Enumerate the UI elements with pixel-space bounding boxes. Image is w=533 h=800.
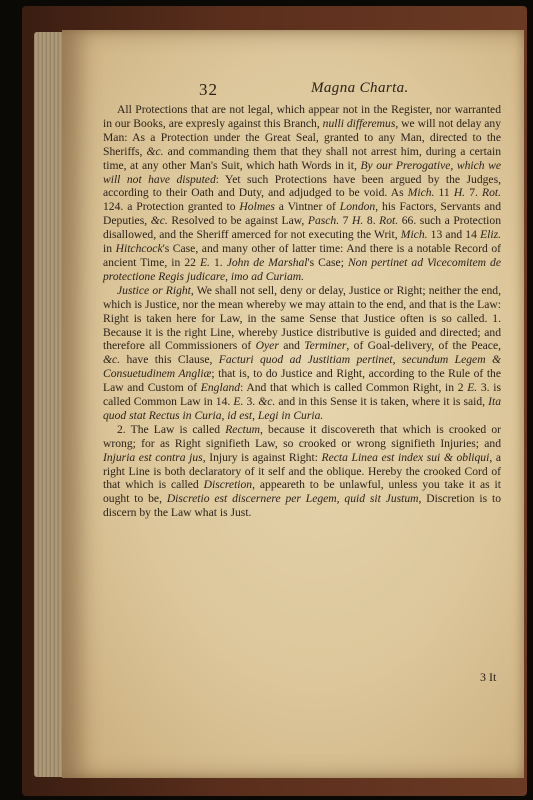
text-run: , of Goal-delivery, of the Peace, (346, 339, 501, 353)
italic-run: London (339, 200, 376, 214)
italic-run: Recta Linea est index sui & obliqui (321, 450, 490, 464)
text-run: : Yet such Protections have been argued by the Judges, according to their Oath and Duty, and adjudged to be void. As (103, 172, 501, 200)
text-run: a Vintner of (274, 200, 340, 214)
italic-run: &c. (150, 214, 168, 228)
text-run: , Discretion is to discern by the Law what is Just. (103, 492, 501, 520)
text-run: 8. (363, 214, 380, 228)
text-run: All Protections that are not legal, which appear not in the Register, nor warranted in our Books, are expresly against this Branch, (103, 103, 501, 130)
paragraph-protections (103, 103, 501, 284)
italic-run: Mich. (407, 186, 435, 200)
text-run: 66. such a Protection disallowed, and the Sheriff amerced for not executing the Writ, (103, 214, 501, 242)
text-run: and (278, 339, 305, 353)
italic-run: &c. (258, 395, 276, 409)
text-run: , because it discovereth that which is crooked or wrong; for as Right signifieth Law, so crooked or wrong signifieth Injuries; and (103, 422, 502, 450)
text-run: and commanding them that they shall not arrest him, during a certain time, at any other Man's Suit, which hath Words in it, (103, 144, 501, 172)
italic-run: England (200, 381, 241, 395)
text-run: , his Factors, Servants and Deputies, (103, 200, 501, 228)
text-run: and in this Sense it is taken, where it is said, (275, 395, 489, 409)
italic-run: E. (199, 255, 210, 269)
body-text (103, 103, 501, 520)
italic-run: Pasch. (307, 214, 340, 228)
text-run: 's Case, and many other of latter time: And there is a notable Record of ancient Time, in 22 (103, 242, 502, 269)
italic-run: Rectum (225, 422, 260, 436)
text-run: , We shall not sell, deny or delay, Justice or Right; neither the end, which is Justice, nor the mean whereby we may attain to the end, and that is the Law: Right is taken here for Law, in the same Sense that Justice often is so called. 1. Because it is the right Line, whereby Justice distributive is guided and directed; and therefore all Commissioners of (103, 283, 501, 353)
catchword: 3 It (480, 670, 497, 684)
text-run: 2. The Law is called (117, 422, 226, 436)
text-run: 124. a Protection granted to (103, 200, 240, 214)
text-run: ; that is, to do Justice and Right, according to the Rule of the Law and Custom of (103, 367, 501, 395)
italic-run: &c. (103, 353, 121, 367)
italic-run: Facturi quod ad Justitiam pertinet, secundum Legem & Consuetudinem Angliæ (103, 353, 501, 381)
italic-run: Terminer (304, 339, 347, 353)
text-run: 1. (209, 255, 227, 269)
italic-run: Ita quod stat Rectus in Curia, id est, Legi in Curia. (103, 395, 501, 422)
italic-run: H. (352, 214, 364, 228)
italic-run: nulli differemus (322, 116, 396, 130)
italic-run: John de Marshal (226, 255, 308, 269)
text-run: 13 and 14 (427, 228, 481, 242)
text-run: have this Clause, (120, 353, 219, 367)
paragraph-rectum (103, 423, 501, 520)
running-title: Magna Charta. (311, 80, 409, 96)
italic-run: Non pertinet ad Vicecomitem de protectione Regis judicare, imo ad Curiam. (103, 255, 501, 283)
italic-run: Discretion (203, 478, 253, 492)
page-header (199, 78, 515, 104)
italic-run: Injuria est contra jus (103, 450, 203, 464)
text-run: 3. (243, 395, 259, 409)
italic-run: Rot. (379, 214, 399, 228)
text-run: : And that which is called Common Right, in 2 (240, 381, 468, 395)
text-run: , appeareth to be unlawful, unless you take it as it ought to be, (103, 478, 501, 506)
text-run: , we will not delay any Man: As a Protection under the Great Seal, granted to any Man, directed to the Sheriffs, (103, 116, 502, 158)
text-run: 3. is called Common Law in 14. (103, 381, 501, 409)
italic-run: Holmes (239, 200, 275, 214)
text-run: 's Case; (307, 255, 348, 269)
italic-run: &c. (146, 144, 164, 158)
italic-run: Hitchcock (115, 242, 163, 256)
text-run: 7 (339, 214, 353, 228)
page-number: 32 (199, 80, 218, 99)
italic-run: Oyer (255, 339, 279, 353)
italic-run: By our Prerogative, which we will not have disputed (103, 158, 501, 186)
italic-run: E. (467, 381, 478, 395)
italic-run: Eliz. (480, 228, 501, 242)
text-run: 7. (465, 186, 482, 200)
paragraph-justice-or-right (103, 284, 501, 423)
italic-run: Discretio est discernere per Legem, quid sit Justum (166, 492, 419, 506)
italic-run: H. (453, 186, 466, 200)
text-run: Resolved to be against Law, (167, 214, 308, 228)
text-run: 11 (434, 186, 454, 200)
text-run: , Injury is against Right: (202, 450, 322, 464)
italic-run: Justice or Right (117, 283, 191, 297)
italic-run: Rot. (481, 186, 501, 200)
text-run: in (103, 242, 116, 256)
italic-run: E. (233, 395, 244, 409)
italic-run: Mich. (400, 228, 428, 242)
text-run: , a right Line is both declaratory of it self and the oblique. Hereby the crooked Cord of that which is called (103, 450, 501, 492)
